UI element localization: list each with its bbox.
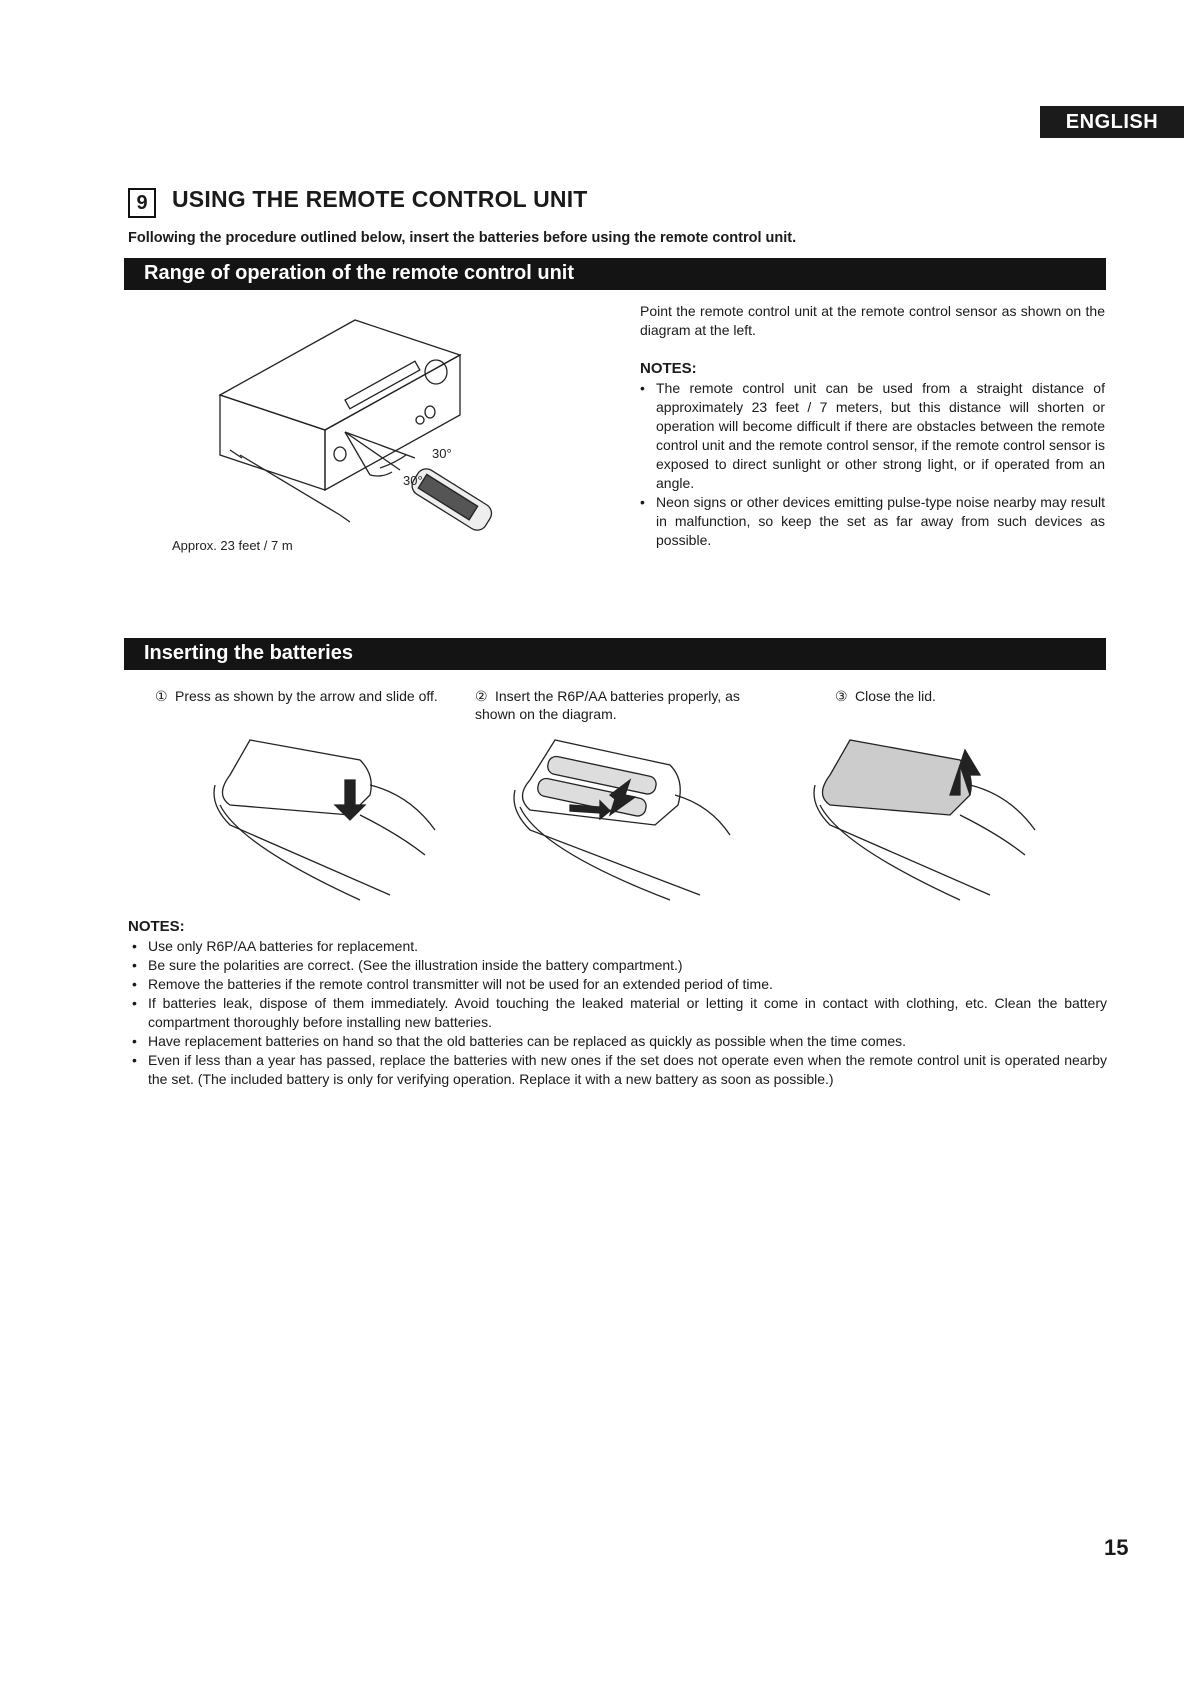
distance-label: Approx. 23 feet / 7 m — [172, 538, 293, 553]
range-note: • The remote control unit can be used from a straight distance of approximately 23 feet / 7 meters, but this distance will shorten or operation will become difficult if there are obstacles between the remote control unit and the remote control sensor, if the remote control sensor is exposed to direct sunlight or other strong light, or if operated from an angle. — [640, 379, 1105, 493]
receiver-side — [220, 395, 325, 490]
battery-note: • If batteries leak, dispose of them immediately. Avoid touching the leaked material or letting it come in contact with clothing, etc. Clean the battery compartment thoroughly before installing new batteries. — [132, 994, 1107, 1032]
battery-note: • Be sure the polarities are correct. (See the illustration inside the battery compartment.) — [132, 956, 1107, 975]
battery-note: • Use only R6P/AA batteries for replacement. — [132, 937, 1107, 956]
section-number: 9 — [128, 188, 156, 218]
step-text: Insert the R6P/AA batteries properly, as shown on the diagram. — [475, 688, 740, 722]
range-note: • Neon signs or other devices emitting pulse-type noise nearby may result in malfunction, so keep the set as far away from such devices as possible. — [640, 493, 1105, 550]
batteries-heading-bar — [124, 638, 1106, 670]
batteries-heading: Inserting the batteries — [144, 642, 353, 664]
receiver-front — [325, 355, 460, 490]
step-marker: ① — [155, 688, 168, 704]
range-notes-list — [640, 379, 1105, 550]
step-text: Press as shown by the arrow and slide off. — [175, 688, 438, 704]
battery-step-1 — [155, 687, 445, 705]
battery-step-3 — [835, 687, 1095, 705]
step-text: Close the lid. — [855, 688, 936, 704]
step-marker: ② — [475, 688, 488, 704]
battery-illustration-2 — [510, 735, 740, 905]
battery-illustration-1 — [210, 735, 440, 905]
battery-note: • Even if less than a year has passed, replace the batteries with new ones if the set does not operate even when the remote control unit is operated nearby the set. (The included battery is only for verifying operation. Replace it with a new battery as soon as possible.) — [132, 1051, 1107, 1089]
battery-notes-list — [132, 937, 1107, 1089]
page-number: 15 — [1104, 1535, 1129, 1560]
battery-illustration-3 — [810, 735, 1040, 905]
angle-label-upper: 30° — [432, 446, 452, 461]
section-title: USING THE REMOTE CONTROL UNIT — [172, 186, 588, 212]
battery-notes-heading: NOTES: — [128, 918, 185, 935]
section-intro: Following the procedure outlined below, insert the batteries before using the remote control unit. — [128, 230, 797, 246]
step-marker: ③ — [835, 688, 848, 704]
battery-note: • Remove the batteries if the remote control transmitter will not be used for an extended period of time. — [132, 975, 1107, 994]
range-description: Point the remote control unit at the remote control sensor as shown on the diagram at the left. — [640, 303, 1105, 338]
range-diagram — [160, 300, 580, 580]
language-tab: ENGLISH — [1040, 106, 1184, 138]
battery-note: • Have replacement batteries on hand so that the old batteries can be replaced as quickly as possible when the time comes. — [132, 1032, 1107, 1051]
range-notes-heading: NOTES: — [640, 360, 697, 377]
range-heading-bar — [124, 258, 1106, 290]
angle-label-lower: 30° — [403, 473, 423, 488]
range-heading: Range of operation of the remote control unit — [144, 262, 574, 284]
battery-step-2 — [475, 687, 775, 723]
